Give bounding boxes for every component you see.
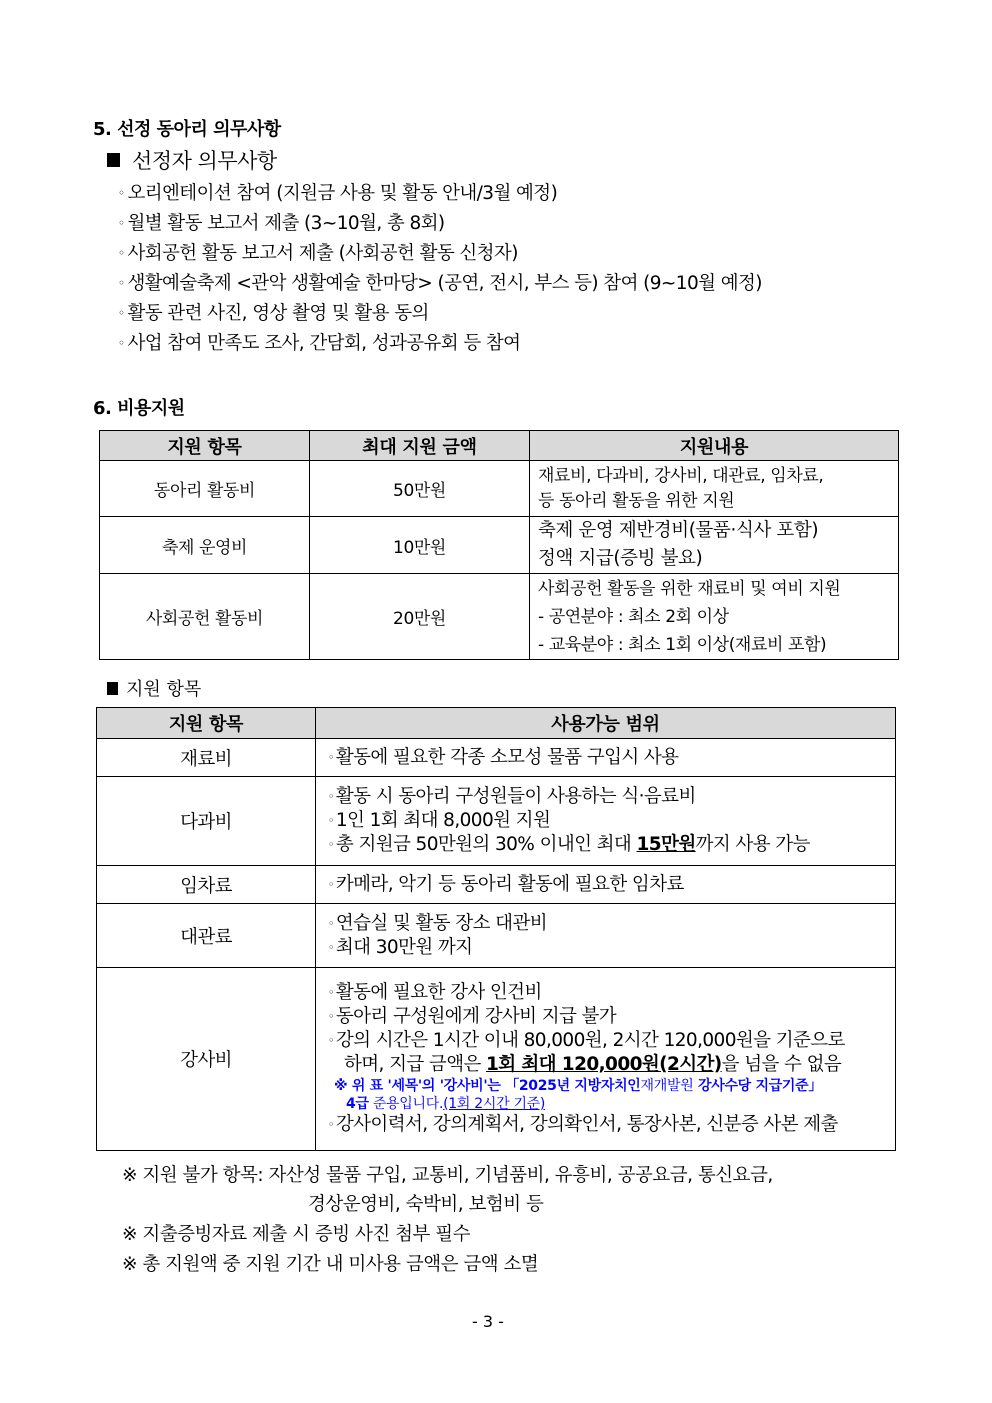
square-bullet-icon	[107, 153, 120, 167]
circle-bullet-icon: ◦	[118, 336, 125, 350]
subheading-support-items: 지원 항목	[107, 675, 201, 701]
duty-item: ◦ 월별 활동 보고서 제출 (3~10월, 총 8회)	[118, 213, 445, 234]
emphasis-amount: 1회 최대 120,000원(2시간)	[486, 1054, 722, 1075]
column-header: 지원 항목	[100, 431, 310, 461]
circle-bullet-icon: ◦	[328, 814, 334, 827]
circle-bullet-icon: ◦	[118, 306, 125, 320]
cost-support-table	[99, 430, 899, 660]
column-header: 최대 지원 금액	[310, 431, 530, 461]
section-5-title: 5. 선정 동아리 의무사항	[93, 119, 281, 140]
instructor-fee-note: ※ 위 표 '세목'의 '강사비'는 「2025년 지방자치인재개발원 강사수당 지급기준」 4급 준용입니다.(1회 2시간 기준)	[334, 1078, 823, 1112]
table-row: 다과비 ◦ 활동 시 동아리 구성원들이 사용하는 식·음료비 ◦ 1인 1회 최대 8,000원 지원 ◦ 총 지원금 50만원의 30% 이내인 최대 15만원까지 사용 가능	[97, 777, 896, 866]
section-6-title: 6. 비용지원	[93, 398, 185, 419]
duty-item: ◦ 사업 참여 만족도 조사, 간담회, 성과공유회 등 참여	[118, 333, 521, 354]
circle-bullet-icon: ◦	[328, 1010, 334, 1023]
table-row: 임차료 ◦ 카메라, 악기 등 동아리 활동에 필요한 임차료	[97, 866, 896, 904]
column-header: 지원 항목	[97, 708, 316, 739]
page-number: - 3 -	[472, 1312, 504, 1331]
circle-bullet-icon: ◦	[328, 790, 334, 803]
circle-bullet-icon: ◦	[328, 1118, 334, 1131]
duty-item: ◦ 활동 관련 사진, 영상 촬영 및 활용 동의	[118, 303, 429, 324]
footnote: ※ 총 지원액 중 지원 기간 내 미사용 금액은 금액 소멸	[122, 1254, 539, 1275]
circle-bullet-icon: ◦	[328, 986, 334, 999]
circle-bullet-icon: ◦	[328, 838, 334, 851]
circle-bullet-icon: ◦	[118, 216, 125, 230]
duty-item: ◦ 사회공헌 활동 보고서 제출 (사회공헌 활동 신청자)	[118, 243, 518, 264]
duty-item: ◦ 오리엔테이션 참여 (지원금 사용 및 활동 안내/3월 예정)	[118, 183, 558, 204]
table-row: 사회공헌 활동비 20만원 사회공헌 활동을 위한 재료비 및 여비 지원 - 공연분야 : 최소 2회 이상 - 교육분야 : 최소 1회 이상(재료비 포함)	[100, 574, 899, 660]
circle-bullet-icon: ◦	[328, 750, 334, 764]
column-header: 지원내용	[530, 431, 899, 461]
square-bullet-icon	[107, 682, 118, 695]
table-row: 강사비 ◦ 활동에 필요한 강사 인건비 ◦ 동아리 구성원에게 강사비 지급 불가 ◦ 강의 시간은 1시간 이내 80,000원, 2시간 120,000원을 기준으로 하며, 지급 금액은 1회 최대 120,000원(2시간)을 넘을 수 없음 ※ 위 표 '세목'의 '강사비'는 「2025년 지방자치인재개발원 강사수당 지급기준」 4급 준용입니다.(1회 2시간 기준) ◦ 강사이력서, 강의계획서, 강의확인서, 통장사본, 신분증 사본 제출	[97, 968, 896, 1151]
circle-bullet-icon: ◦	[328, 940, 334, 954]
circle-bullet-icon: ◦	[328, 1034, 334, 1047]
emphasis-amount: 15만원	[636, 834, 696, 855]
table-row: 축제 운영비 10만원 축제 운영 제반경비(물품·식사 포함) 정액 지급(증빙 불요)	[100, 517, 899, 574]
footnote-continued: 경상운영비, 숙박비, 보험비 등	[308, 1194, 544, 1215]
subheading-duties: 선정자 의무사항	[107, 145, 277, 175]
footnote: ※ 지원 불가 항목: 자산성 물품 구입, 교통비, 기념품비, 유흥비, 공공요금, 통신요금,	[122, 1165, 773, 1186]
circle-bullet-icon: ◦	[328, 877, 334, 891]
table-row: 재료비 ◦ 활동에 필요한 각종 소모성 물품 구입시 사용	[97, 739, 896, 777]
circle-bullet-icon: ◦	[118, 246, 125, 260]
table-row: 동아리 활동비 50만원 재료비, 다과비, 강사비, 대관료, 임차료, 등 동아리 활동을 위한 지원	[100, 461, 899, 517]
duty-item: ◦ 생활예술축제 <관악 생활예술 한마당> (공연, 전시, 부스 등) 참여 (9~10월 예정)	[118, 273, 762, 294]
footnote: ※ 지출증빙자료 제출 시 증빙 사진 첨부 필수	[122, 1224, 470, 1245]
table-row: 대관료 ◦ 연습실 및 활동 장소 대관비 ◦ 최대 30만원 까지	[97, 904, 896, 968]
circle-bullet-icon: ◦	[328, 916, 334, 930]
usage-scope-table	[96, 707, 896, 1151]
column-header: 사용가능 범위	[316, 708, 896, 739]
circle-bullet-icon: ◦	[118, 276, 125, 290]
circle-bullet-icon: ◦	[118, 186, 125, 200]
